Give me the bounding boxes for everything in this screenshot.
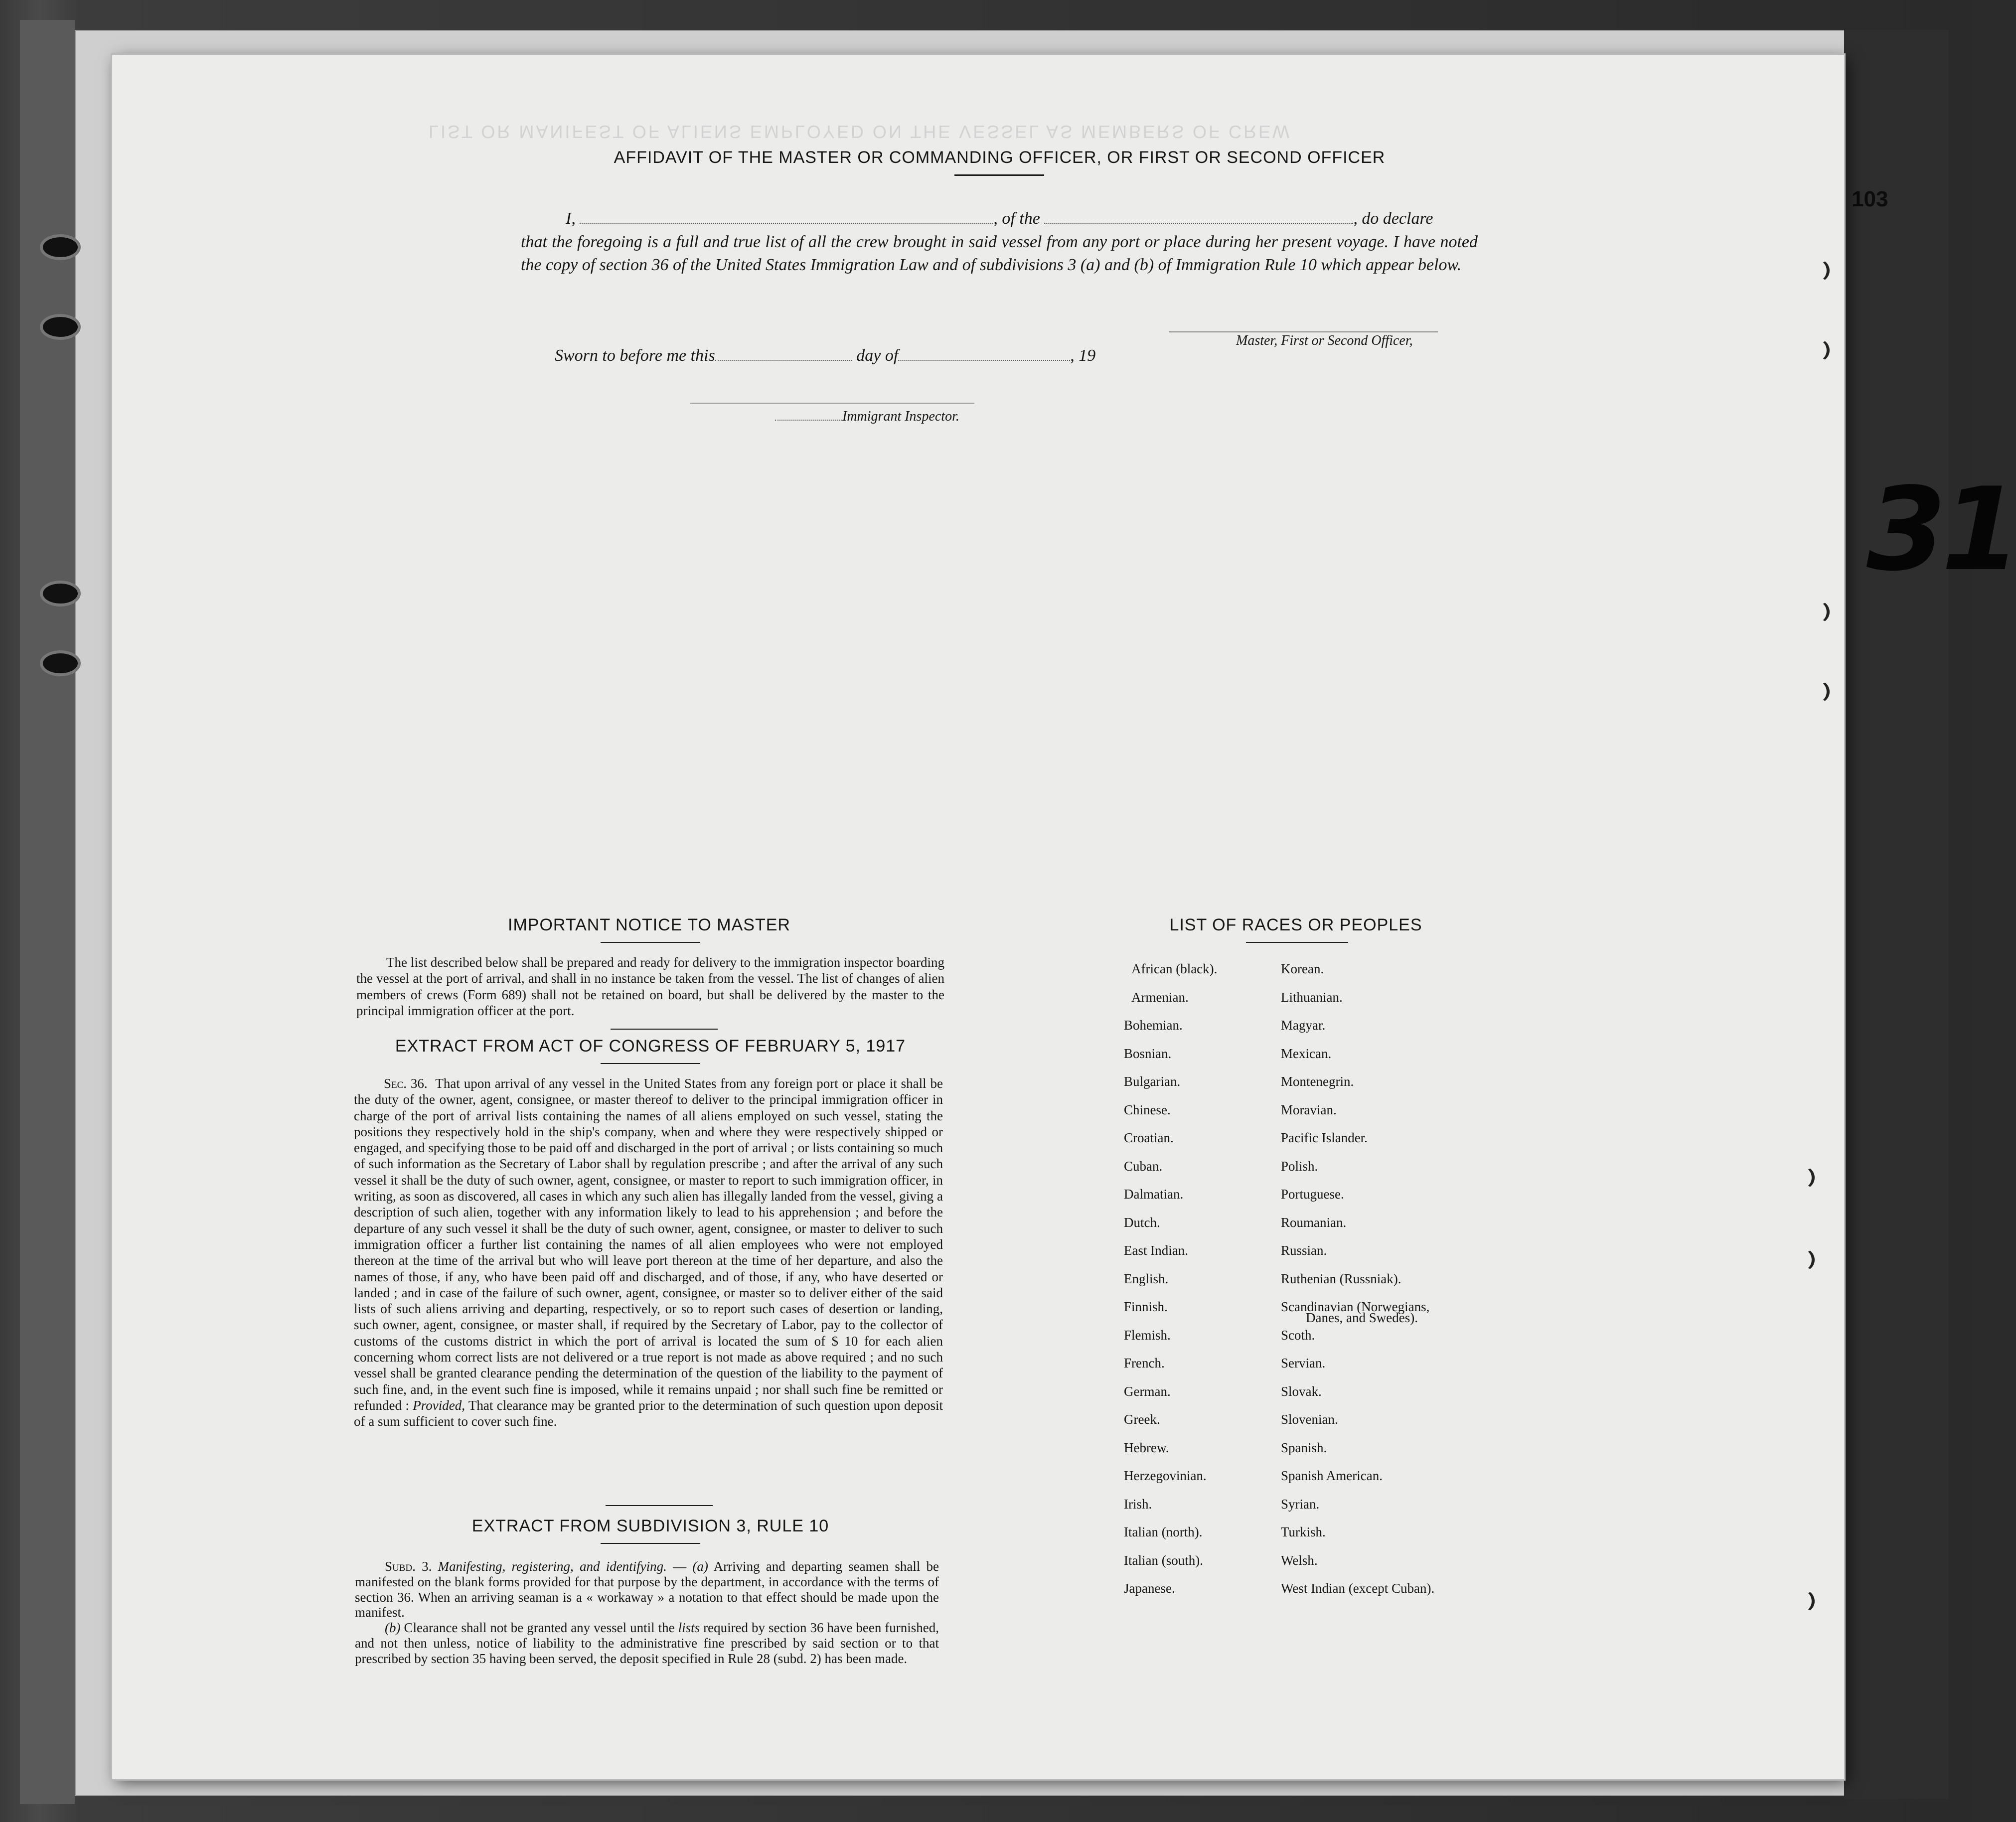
binder-hole: [40, 650, 81, 676]
page-number: 103: [1852, 187, 1888, 211]
handwritten-number: 31: [1866, 463, 2016, 597]
race-item: Herzegovinian.: [1124, 1468, 1207, 1483]
rule-subdivision-3: Subd. 3. Manifesting, registering, and identifying. — (a) Arriving and departing seamen shall be manifested on the blank forms provided for that purpose by the department, in accordance with the terms of section 36. When an arriving seaman is a « workaway » a notation to that effect should be made upon the manifest. (b) Clearance shall not be granted any vessel until the lists required by section 36 have been furnished, and not then unless, notice of liability to the administrative fine prescribed by said section or to that prescribed by section 35 having been served, the deposit specified in Rule 28 (subd. 2) has been made.: [355, 1559, 939, 1666]
act-text: That upon arrival of any vessel in the United States from any foreign port or place it shall be the duty of the owner, agent, consignee, or master thereof to deliver to the principal immigration officer in charge of the port of arrival lists containing the names of all aliens employed on such vessel, stating the positions they respectively hold in the ship's company, when and where they were respectively shipped or engaged, and specifying those to be paid off and discharged in the port of arrival ; or lists containing so much of such information as the Secretary of Labor shall by regulation prescribe ; and after the arrival of any such vessel it shall be the duty of such owner, agent, consignee, or master to report to such immigration officer, in writing, as soon as discovered, all cases in which any such alien has illegally landed from the vessel, giving a description of such alien, together with any information likely to lead to his apprehension ; and before the departure of any such vessel it shall be the duty of such owner, agent, consignee, or master to deliver to such immigration officer a further list containing the names of all alien employees who were not employed thereon at the time of the arrival but who will leave port thereon at the time of her departure, and also the names of those, if any, who have been paid off and discharged, and of those, if any, who have deserted or landed ; and in case of the failure of such owner, agent, consignee, or master so to deliver either of the said lists of such aliens arriving and departing, respectively, or so to report such cases of desertion or landing, such owner, agent, consignee, or master shall, if required by the Secretary of Labor, pay to the collector of customs of the customs district in which the port of arrival is located the sum of $ 10 for each alien concerning whom correct lists are not delivered or a true report is not made as above required ; and no such vessel shall be granted clearance pending the determination of the question of the liability to the payment of such fine, and, in the event such fine is imposed, while it remains unpaid ; nor shall such fine be remitted or refunded :: [354, 1076, 943, 1413]
subd-b-text-2: required by section 36 have been furnished, and not then unless, notice of liability to the administrative fine prescribed by said section or to that prescribed by section 35 having been served, the deposit specified in Rule 28 (subd. 2) has been made.: [355, 1620, 939, 1666]
inspector-blank[interactable]: [775, 420, 842, 421]
race-item: Chinese.: [1124, 1102, 1171, 1117]
punch-hole-icon: [1792, 1166, 1815, 1189]
race-item: Japanese.: [1124, 1581, 1175, 1596]
race-item: Pacific Islander.: [1281, 1130, 1368, 1145]
races-column-2: [1281, 962, 1490, 1610]
race-item: English.: [1124, 1271, 1169, 1286]
provided-label: Provided,: [413, 1397, 465, 1413]
race-item: Mexican.: [1281, 1046, 1332, 1061]
race-item: Bohemian.: [1124, 1018, 1183, 1033]
race-item: Ruthenian (Russniak).: [1281, 1271, 1401, 1286]
race-item: Cuban.: [1124, 1158, 1163, 1174]
sworn-year: , 19: [1070, 346, 1096, 365]
inspector-label: Immigrant Inspector.: [842, 409, 959, 424]
affidavit-do-declare: , do declare: [1353, 209, 1433, 228]
subd-a-label: (a): [692, 1559, 708, 1574]
race-item: Syrian.: [1281, 1496, 1320, 1512]
notice-title: IMPORTANT NOTICE TO MASTER: [508, 915, 790, 934]
race-item: Dutch.: [1124, 1215, 1160, 1230]
race-item: Scoth.: [1281, 1327, 1315, 1343]
binding-edge: [20, 20, 75, 1804]
subd-a-text: Arriving and departing seamen shall be manifested on the blank forms provided for that purpose by the department, in accordance with the terms of section 36. When an arriving seaman is a « workaway » a notation to that effect should be made upon the manifest.: [355, 1559, 939, 1620]
race-item: Turkish.: [1281, 1524, 1326, 1539]
race-item: Armenian.: [1131, 989, 1189, 1005]
races-title: LIST OF RACES OR PEOPLES: [1169, 915, 1422, 934]
race-item: East Indian.: [1124, 1243, 1188, 1258]
race-item: Bulgarian.: [1124, 1074, 1181, 1089]
race-item: West Indian (except Cuban).: [1281, 1581, 1435, 1596]
rule-underline: [601, 1543, 700, 1544]
race-item: Lithuanian.: [1281, 989, 1343, 1005]
subd-b-lists: lists: [678, 1620, 700, 1636]
act-title: EXTRACT FROM ACT OF CONGRESS OF FEBRUARY 5, 1917: [395, 1037, 906, 1056]
subd-b-text-1: Clearance shall not be granted any vessel until the: [404, 1620, 675, 1636]
race-item: Greek.: [1124, 1412, 1160, 1427]
affidavit-body: that the foregoing is a full and true list of all the crew brought in said vessel from any port or place during her present voyage. I have noted the copy of section 36 of the United States Immigration Law and of subdivisions 3 (a) and (b) of Immigration Rule 10 which appear below.: [521, 233, 1478, 274]
signature-label: Master, First or Second Officer,: [1236, 333, 1413, 348]
sec-label: Sec. 36.: [384, 1076, 428, 1091]
punch-hole-icon: [1807, 680, 1830, 703]
provided-text: That clearance may be granted prior to the determination of such question upon deposit of a sum sufficient to cover such fine.: [354, 1397, 943, 1429]
act-overline: [611, 1029, 718, 1030]
race-item: Italian (north).: [1124, 1524, 1203, 1539]
punch-hole-icon: [1807, 601, 1830, 623]
race-item: Montenegrin.: [1281, 1074, 1354, 1089]
sworn-prefix: Sworn to before me this: [555, 346, 715, 365]
race-item: Welsh.: [1281, 1552, 1318, 1568]
vessel-blank[interactable]: [1044, 223, 1353, 224]
inspector-line[interactable]: [690, 403, 974, 404]
binder-hole: [40, 581, 81, 607]
act-underline: [601, 1063, 700, 1064]
race-item: Slovenian.: [1281, 1412, 1338, 1427]
race-item: Croatian.: [1124, 1130, 1174, 1145]
sworn-line: [555, 346, 1095, 365]
affidavit-title: AFFIDAVIT OF THE MASTER OR COMMANDING OFFICER, OR FIRST OR SECOND OFFICER: [614, 148, 1386, 167]
rule-title: EXTRACT FROM SUBDIVISION 3, RULE 10: [471, 1517, 829, 1535]
sworn-month-blank[interactable]: [898, 360, 1070, 361]
affidavit-i: I,: [566, 209, 576, 228]
subd-heading: Manifesting, registering, and identifying.: [438, 1559, 667, 1574]
punch-hole-icon: [1792, 1248, 1815, 1271]
binder-hole: [40, 234, 81, 260]
name-blank[interactable]: [580, 223, 993, 224]
notice-underline: [601, 942, 700, 943]
race-item: Flemish.: [1124, 1327, 1171, 1343]
act-section-36: [354, 1075, 943, 1430]
race-item: Irish.: [1124, 1496, 1152, 1512]
race-item: German.: [1124, 1383, 1171, 1399]
signature-line[interactable]: [1169, 331, 1438, 332]
affidavit-declaration-line: [566, 209, 1433, 228]
punch-hole-icon: [1807, 339, 1830, 362]
race-item: Roumanian.: [1281, 1215, 1347, 1230]
affidavit-of-the: , of the: [993, 209, 1040, 228]
race-item: Spanish.: [1281, 1440, 1327, 1455]
race-item: Portuguese.: [1281, 1187, 1344, 1202]
race-item: Italian (south).: [1124, 1552, 1203, 1568]
race-item: Servian.: [1281, 1356, 1326, 1370]
race-item: Hebrew.: [1124, 1440, 1169, 1455]
race-item: Dalmatian.: [1124, 1187, 1184, 1202]
race-item: Polish.: [1281, 1158, 1318, 1174]
race-item: Magyar.: [1281, 1018, 1326, 1033]
title-underline: [954, 174, 1044, 176]
race-item: African (black).: [1131, 961, 1218, 976]
race-item: Scandinavian (Norwegians,: [1281, 1299, 1430, 1314]
notice-text: [356, 954, 944, 1019]
subd-label: Subd. 3.: [385, 1559, 432, 1574]
sworn-day-of: day of: [856, 346, 899, 365]
binder-hole: [40, 314, 81, 340]
race-item: Slovak.: [1281, 1383, 1322, 1399]
race-item: Finnish.: [1124, 1299, 1168, 1314]
sworn-day-blank[interactable]: [715, 360, 852, 361]
notice-paragraph: The list described below shall be prepared and ready for delivery to the immigration inspector boarding the vessel at the port of arrival, and shall in no instance be taken from the vessel. The list of changes of alien members of crews (Form 689) shall not be retained on board, but shall be delivered by the master to the principal immigration officer at the port.: [356, 955, 944, 1018]
races-column-1: [1124, 962, 1278, 1610]
race-item: Spanish American.: [1281, 1468, 1383, 1483]
race-item: Russian.: [1281, 1243, 1327, 1258]
race-item: French.: [1124, 1356, 1165, 1370]
subd-b-label: (b): [385, 1620, 401, 1636]
punch-hole-icon: [1792, 1590, 1815, 1613]
race-item: Danes, and Swedes).: [1306, 1310, 1418, 1325]
race-item: Moravian.: [1281, 1102, 1337, 1117]
races-underline: [1246, 942, 1348, 943]
inspector-signature-row: [775, 409, 959, 425]
right-dark-strip: [1844, 30, 1949, 1799]
race-item: Korean.: [1281, 961, 1324, 976]
rule-overline: [606, 1505, 713, 1506]
bleed-through-text: LIST OR MANIFEST OF ALIENS EMPLOYED ON THE VESSEL AS MEMBERS OF CREW: [429, 122, 1292, 142]
punch-hole-icon: [1807, 259, 1830, 282]
race-item: Bosnian.: [1124, 1046, 1172, 1061]
